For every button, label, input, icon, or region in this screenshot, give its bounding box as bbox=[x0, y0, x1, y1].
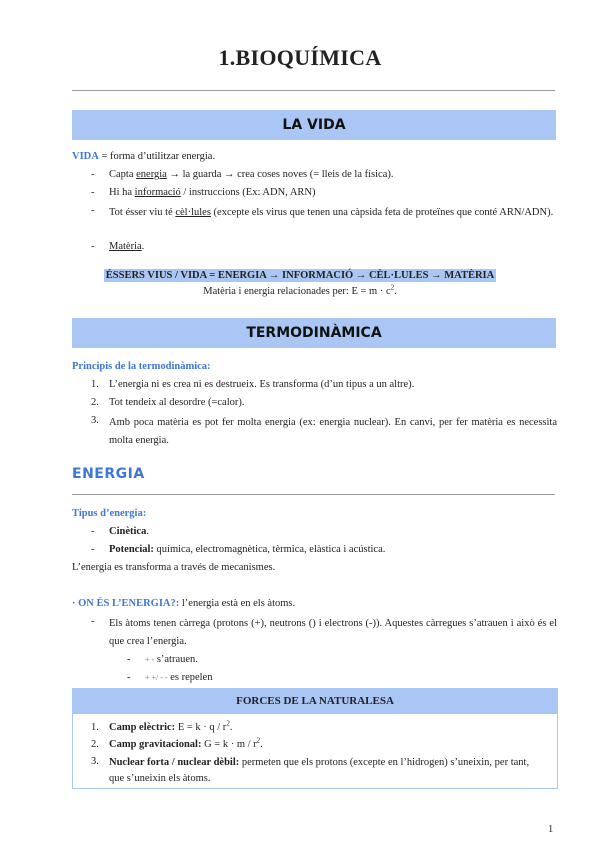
force-nuclear: Nuclear forta / nuclear dèbil: permeten que els protons (excepte en l’hidrogen) s’uneixin, per tant, que s’uneixin els àtoms. bbox=[109, 757, 530, 784]
bullet-dash: - bbox=[91, 526, 95, 537]
charges-attract: + - s’atrauen. bbox=[145, 654, 198, 665]
list-number: 1. bbox=[91, 722, 99, 733]
energy-type-cinetica: Cinètica. bbox=[109, 526, 149, 537]
list-number: 2. bbox=[91, 397, 99, 408]
bullet-dash: - bbox=[91, 205, 95, 216]
termo-subheading: Principis de la termodinàmica: bbox=[72, 361, 211, 372]
section-heading-energia: ENERGIA bbox=[72, 466, 145, 482]
bullet-dash: - bbox=[91, 616, 95, 627]
atoms-text: Els àtoms tenen càrrega (protons (+), neutrons () i electrons (-)). Aquestes càrregues s’atrauen i això és el que crea l’energia. bbox=[109, 618, 557, 647]
energia-divider bbox=[72, 494, 555, 495]
mass-energy-relation: Matèria i energia relacionades per: $E = m \cdot c^2$. bbox=[203, 283, 397, 297]
list-number: 3. bbox=[91, 756, 99, 767]
forces-box-heading: FORCES DE LA NATURALESA bbox=[72, 688, 558, 714]
list-number: 3. bbox=[91, 415, 99, 426]
termo-item-2: Tot tendeix al desordre (=calor). bbox=[109, 397, 245, 408]
bullet-dash: - bbox=[91, 241, 95, 252]
energy-type-potencial: Potencial: química, electromagnètica, tèrmica, elàstica i acústica. bbox=[109, 544, 386, 555]
vida-highlight-row bbox=[0, 265, 600, 283]
energy-types-heading: Tipus d’energia: bbox=[72, 508, 147, 519]
list-number: 1. bbox=[91, 379, 99, 390]
vida-bullet-informacio: Hi ha informació / instruccions (Ex: ADN, ARN) bbox=[109, 187, 316, 198]
charges-repel: + +/ - - es repelen bbox=[145, 672, 213, 683]
bullet-dash: - bbox=[127, 672, 131, 683]
bullet-dash: - bbox=[91, 187, 95, 198]
vida-bullet-energia: Capta energia → la guarda → crea coses noves (= lleis de la física). bbox=[109, 169, 394, 180]
page-number: 1 bbox=[548, 824, 554, 835]
bullet-dash: - bbox=[91, 169, 95, 180]
termo-item-3: Amb poca matèria es pot fer molta energia (ex: energia nuclear). En canvi, per fer matèria es necessita molta energia. bbox=[109, 417, 557, 446]
bullet-dash: - bbox=[127, 654, 131, 665]
energy-question: · ON ÉS L’ENERGIA?: l’energia està en els àtoms. bbox=[72, 598, 296, 609]
force-electric: Camp elèctric: $E = k \cdot q / r^2$. bbox=[109, 719, 233, 733]
energy-transform: L’energia es transforma a través de mecanismes. bbox=[72, 562, 276, 573]
vida-bullet-cellules: Tot ésser viu té cèl·lules (excepte els virus que tenen una càpsida feta de proteïnes que conté ARN/ADN). bbox=[109, 207, 554, 218]
list-number: 2. bbox=[91, 739, 99, 750]
bullet-dash: - bbox=[91, 544, 95, 555]
section-heading-la-vida: LA VIDA bbox=[72, 110, 556, 140]
termo-item-1: L’energia ni es crea ni es destrueix. Es transforma (d’un tipus a un altre). bbox=[109, 379, 415, 390]
vida-term: VIDA bbox=[72, 151, 99, 162]
page-title: 1.BIOQUÍMICA bbox=[218, 45, 382, 70]
vida-bullet-materia: Matèria. bbox=[109, 241, 145, 252]
title-divider bbox=[72, 90, 555, 91]
vida-definition bbox=[72, 150, 215, 164]
vida-highlight: ÉSSERS VIUS / VIDA = ENERGIA → INFORMACIÓ → CÈL·LULES → MATÈRIA bbox=[105, 270, 495, 281]
section-heading-termodinamica: TERMODINÀMICA bbox=[72, 318, 556, 348]
force-gravitational: Camp gravitacional: $G = k \cdot m / r^2$. bbox=[109, 736, 263, 750]
vida-def-text: = forma d’utilitzar energia. bbox=[98, 151, 216, 162]
